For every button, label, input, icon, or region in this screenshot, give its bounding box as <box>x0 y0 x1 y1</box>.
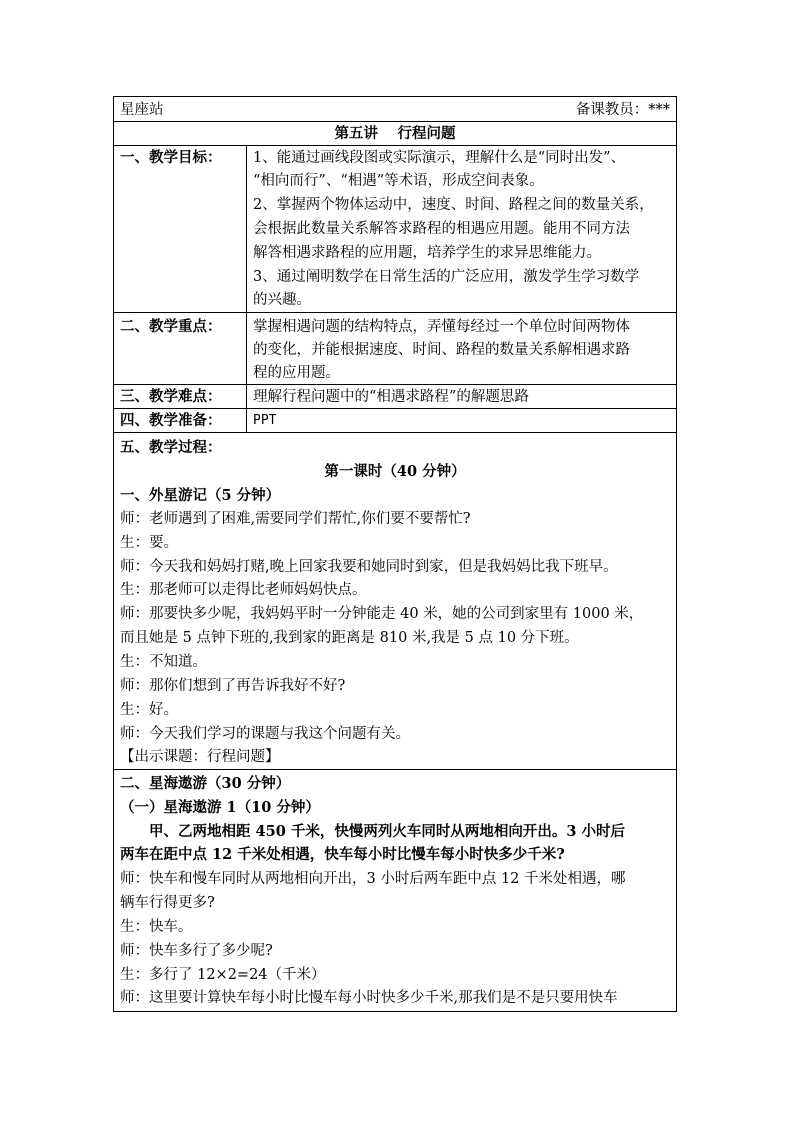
objective-line: “相向而行”、“相遇”等术语，形成空间表象。 <box>253 173 544 189</box>
title-row <box>114 122 676 146</box>
session-title: 第一课时（40 分钟） <box>324 463 466 480</box>
dialog-line: 辆车行得更多? <box>120 895 215 911</box>
dialog-line: 师：老师遇到了困难,需要同学们帮忙,你们要不要帮忙? <box>120 511 471 527</box>
dialog-line: 师：今天我和妈妈打赌,晚上回家我要和她同时到家，但是我妈妈比我下班早。 <box>120 559 618 575</box>
key-point-line: 掌握相遇问题的结构特点，弄懂每经过一个单位时间两物体 <box>253 319 630 335</box>
objective-line: 的兴趣。 <box>253 292 311 308</box>
dialog-line: 师：那你们想到了再告诉我好不好? <box>120 678 346 694</box>
dialog-line: 生：多行了 12×2=24（千米） <box>120 967 326 983</box>
dialog-line: 生：好。 <box>120 702 178 718</box>
process-part1 <box>114 433 676 770</box>
process-part2 <box>114 770 676 1013</box>
objectives-label: 一、教学目标： <box>120 149 222 166</box>
site-name: 星座站 <box>120 102 164 118</box>
objectives-row <box>114 146 676 313</box>
key-point-line: 的变化，并能根据速度、时间、路程的数量关系解相遇求路 <box>253 342 630 358</box>
dialog-line: 生：快车。 <box>120 919 193 935</box>
key-points-row <box>114 313 676 385</box>
dialog-line: 生：不知道。 <box>120 654 207 670</box>
header-row <box>114 97 676 122</box>
objectives-content <box>247 146 676 312</box>
process-label: 五、教学过程： <box>120 439 222 456</box>
key-point-line: 程的应用题。 <box>253 365 340 381</box>
lesson-title: 第五讲 行程问题 <box>334 125 456 142</box>
objective-line: 会根据此数量关系解答求路程的相遇应用题。能用不同方法 <box>253 221 630 237</box>
part2-title: 二、星海遨游（30 分钟） <box>120 775 291 792</box>
dialog-line: 师：这里要计算快车每小时比慢车每小时快多少千米,那我们是不是只要用快车 <box>120 990 618 1006</box>
topic-bracket-line: 【出示课题：行程问题】 <box>120 749 280 765</box>
preparation-label: 四、教学准备： <box>120 412 222 429</box>
key-points-content <box>247 313 676 384</box>
dialog-line: 生：那老师可以走得比老师妈妈快点。 <box>120 582 367 598</box>
key-points-label: 二、教学重点： <box>120 318 222 335</box>
teacher-label: 备课教员：*** <box>575 102 670 118</box>
part1-title: 一、外星游记（5 分钟） <box>120 487 281 504</box>
problem-line: 甲、乙两地相距 450 千米，快慢两列火车同时从两地相向开出。3 小时后 <box>120 823 625 840</box>
preparation-row <box>114 409 676 433</box>
dialog-line: 生：要。 <box>120 535 178 551</box>
preparation-text: PPT <box>253 413 277 428</box>
dialog-line: 师：那要快多少呢，我妈妈平时一分钟能走 40 米，她的公司到家里有 1000 米， <box>120 606 644 622</box>
dialog-line: 师：快车多行了多少呢? <box>120 943 273 959</box>
objective-line: 1、能通过画线段图或实际演示，理解什么是“同时出发”、 <box>253 150 626 166</box>
dialog-line: 师：快车和慢车同时从两地相向开出，3 小时后两车距中点 12 千米处相遇，哪 <box>120 871 626 887</box>
difficulties-row <box>114 385 676 409</box>
problem-line: 两车在距中点 12 千米处相遇，快车每小时比慢车每小时快多少千米? <box>120 846 565 863</box>
objective-line: 2、掌握两个物体运动中，速度、时间、路程之间的数量关系， <box>253 197 654 213</box>
objective-line: 解答相遇求路程的应用题，培养学生的求异思维能力。 <box>253 245 601 261</box>
difficulties-label: 三、教学难点： <box>120 388 222 405</box>
difficulties-text: 理解行程问题中的“相遇求路程”的解题思路 <box>253 389 529 405</box>
objective-line: 3、通过阐明数学在日常生活的广泛应用，激发学生学习数学 <box>253 269 640 285</box>
dialog-line: 而且她是 5 点钟下班的,我到家的距离是 810 米,我是 5 点 10 分下班。 <box>120 630 579 646</box>
part2-subtitle: （一）星海遨游 1（10 分钟） <box>120 799 320 816</box>
lesson-plan-table <box>113 96 677 1012</box>
dialog-line: 师：今天我们学习的课题与我这个问题有关。 <box>120 726 410 742</box>
